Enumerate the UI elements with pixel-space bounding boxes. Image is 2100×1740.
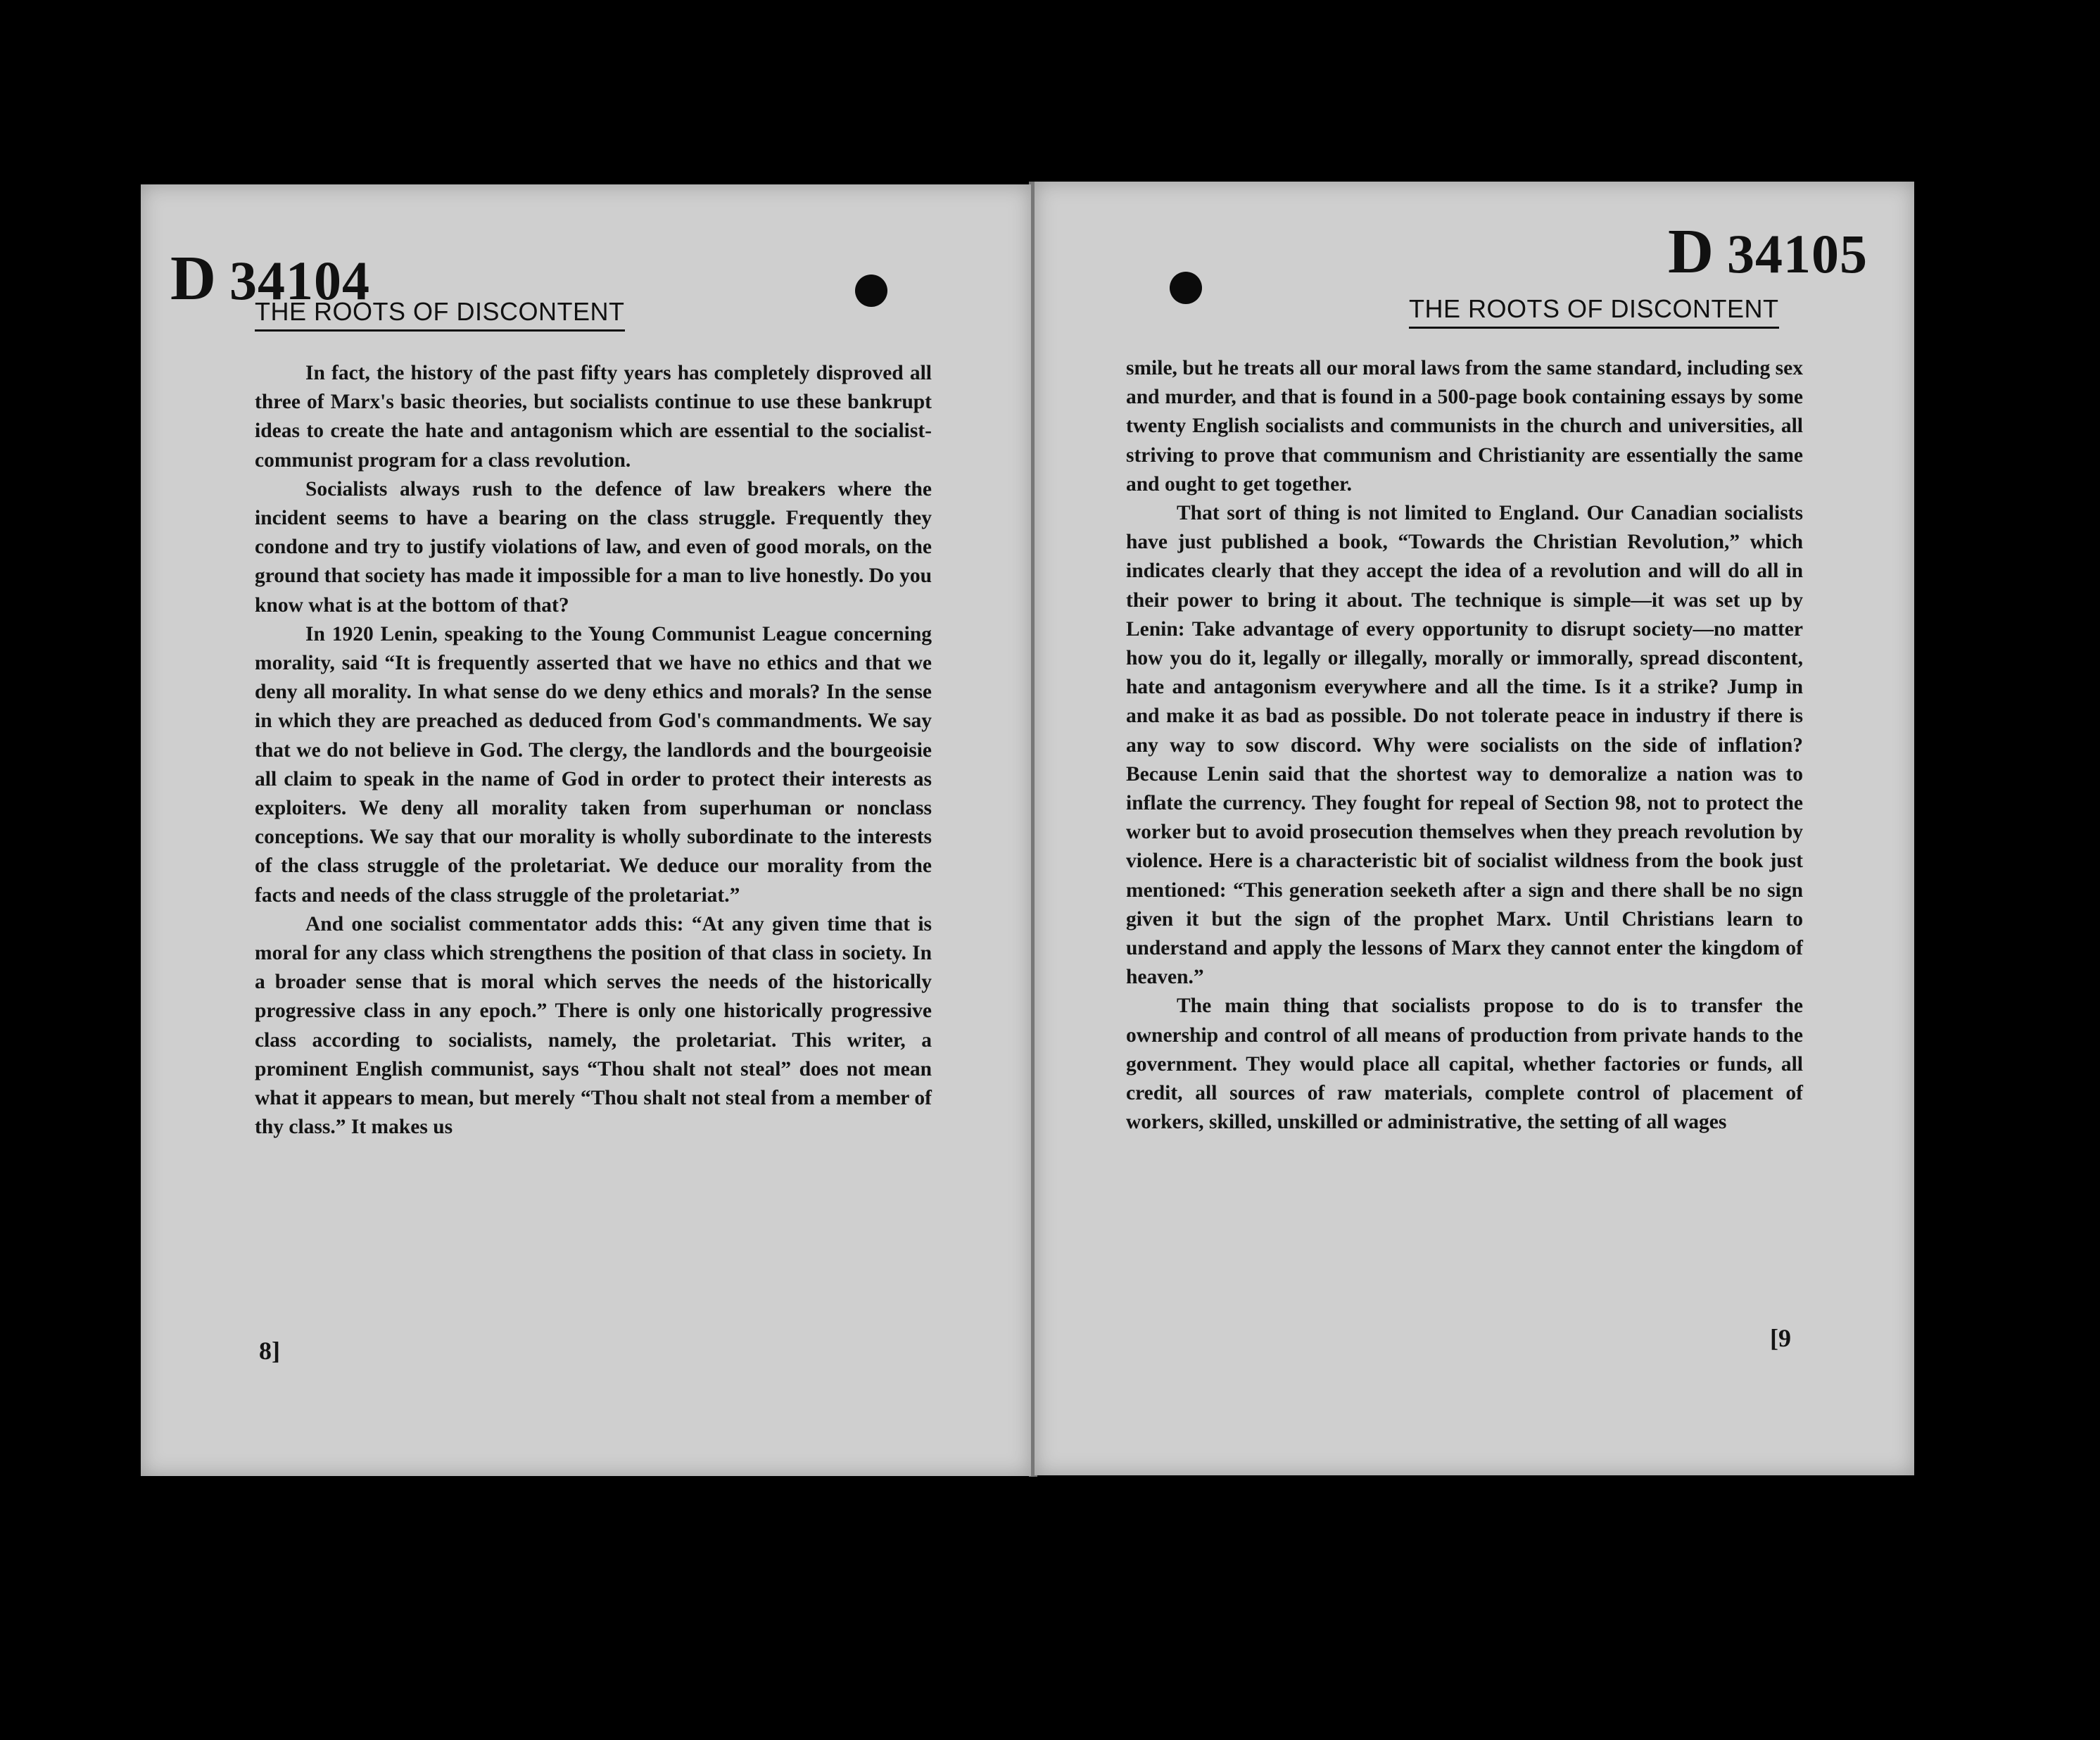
right-page xyxy=(1035,182,1914,1475)
left-page xyxy=(141,184,1031,1476)
left-paragraph: In 1920 Lenin, speaking to the Young Communist League concerning morality, said “It is frequently asserted that we have no ethics and that we deny all morality. In what sense do we deny ethics and morals? In the sense in which they are preached as deduced from God's commandments. We say that we do not believe in God. The clergy, the landlords and the bourgeoisie all claim to speak in the name of God in order to protect their interests as exploiters. We deny all morality taken from superhuman or nonclass conceptions. We say that our morality is wholly subordinate to the interests of the class struggle of the proletariat. We deduce our morality from the facts and needs of the class struggle of the proletariat.” xyxy=(255,622,932,907)
right-page-number: [9 xyxy=(1770,1324,1791,1352)
right-paragraph: That sort of thing is not limited to England. Our Canadian socialists have just published a book, “Towards the Christian Revolution,” which indicates clearly that they accept the idea of a revolution and will do all in their power to bring it about. The technique is simple—it was set up by Lenin: Take advantage of every opportunity to disrupt society—no matter how you do it, legally or illegally, morally or immorally, spread discontent, hate and antagonism everywhere and all the time. Is it a strike? Jump in and make it as bad as possible. Do not tolerate peace in industry if there is any way to sow discord. Why were socialists on the side of inflation? Because Lenin said that the shortest way to demoralize a nation was to inflate the currency. They fought for repeal of Section 98, not to protect the worker but to avoid prosecution themselves when they preach revolution by violence. Here is a characteristic bit of socialist wildness from the book just mentioned: “This generation seeketh after a sign and there shall be no sign given it but the sign of the prophet Marx. Until Christians learn to understand and apply the lessons of Marx they cannot enter the kingdom of heaven.” xyxy=(1126,502,1803,989)
right-doc-number-value: 34105 xyxy=(1727,223,1868,284)
left-punch-hole xyxy=(855,275,887,307)
left-page-number: 8] xyxy=(259,1337,280,1365)
left-doc-number-value: 34104 xyxy=(229,250,370,311)
left-paragraph: And one socialist commentator adds this: “At any given time that is moral for any class which strengthens the position of that class in society. In a broader sense that is moral which serves the needs of the historically progressive class in any epoch.” There is only one historically progressive class according to socialists, namely, the proletariat. This writer, a prominent English communist, says “Thou shalt not steal” does not mean what it appears to mean, but merely “Thou shalt not steal from a member of thy class.” It makes us xyxy=(255,912,932,1139)
right-continuation: smile, but he treats all our moral laws from the same standard, including sex and murder, and that is found in a 500-page book containing essays by some twenty English socialists and communists in the church and universities, all striving to prove that communism and Christianity are essentially the same and ought to get together. xyxy=(1126,357,1803,496)
left-doc-number-prefix: D xyxy=(170,244,217,313)
left-body-text xyxy=(255,359,932,1142)
right-paragraph: The main thing that socialists propose to do is to transfer the ownership and control of all means of production from private hands to the government. They would place all capital, whether factories or funds, all credit, all sources of raw materials, complete control of placement of workers, skilled, unskilled or administrative, the setting of all wages xyxy=(1126,995,1803,1134)
right-doc-number xyxy=(1668,215,1868,288)
right-body-text xyxy=(1126,354,1803,1137)
right-punch-hole xyxy=(1170,272,1202,304)
right-doc-number-prefix: D xyxy=(1668,217,1714,286)
left-paragraph: Socialists always rush to the defence of law breakers where the incident seems to have a bearing on the class struggle. Frequently they condone and try to justify violations of law, and even of good morals, on the ground that society has made it impossible for a man to live honestly. Do you know what is at the bottom of that? xyxy=(255,477,932,617)
left-paragraph: In fact, the history of the past fifty years has completely disproved all three of Marx's basic theories, but socialists continue to use these bankrupt ideas to create the hate and antagonism which are essential to the socialist-communist program for a class revolution. xyxy=(255,362,932,472)
right-running-head: THE ROOTS OF DISCONTENT xyxy=(1409,294,1779,329)
left-running-head: THE ROOTS OF DISCONTENT xyxy=(255,297,625,332)
